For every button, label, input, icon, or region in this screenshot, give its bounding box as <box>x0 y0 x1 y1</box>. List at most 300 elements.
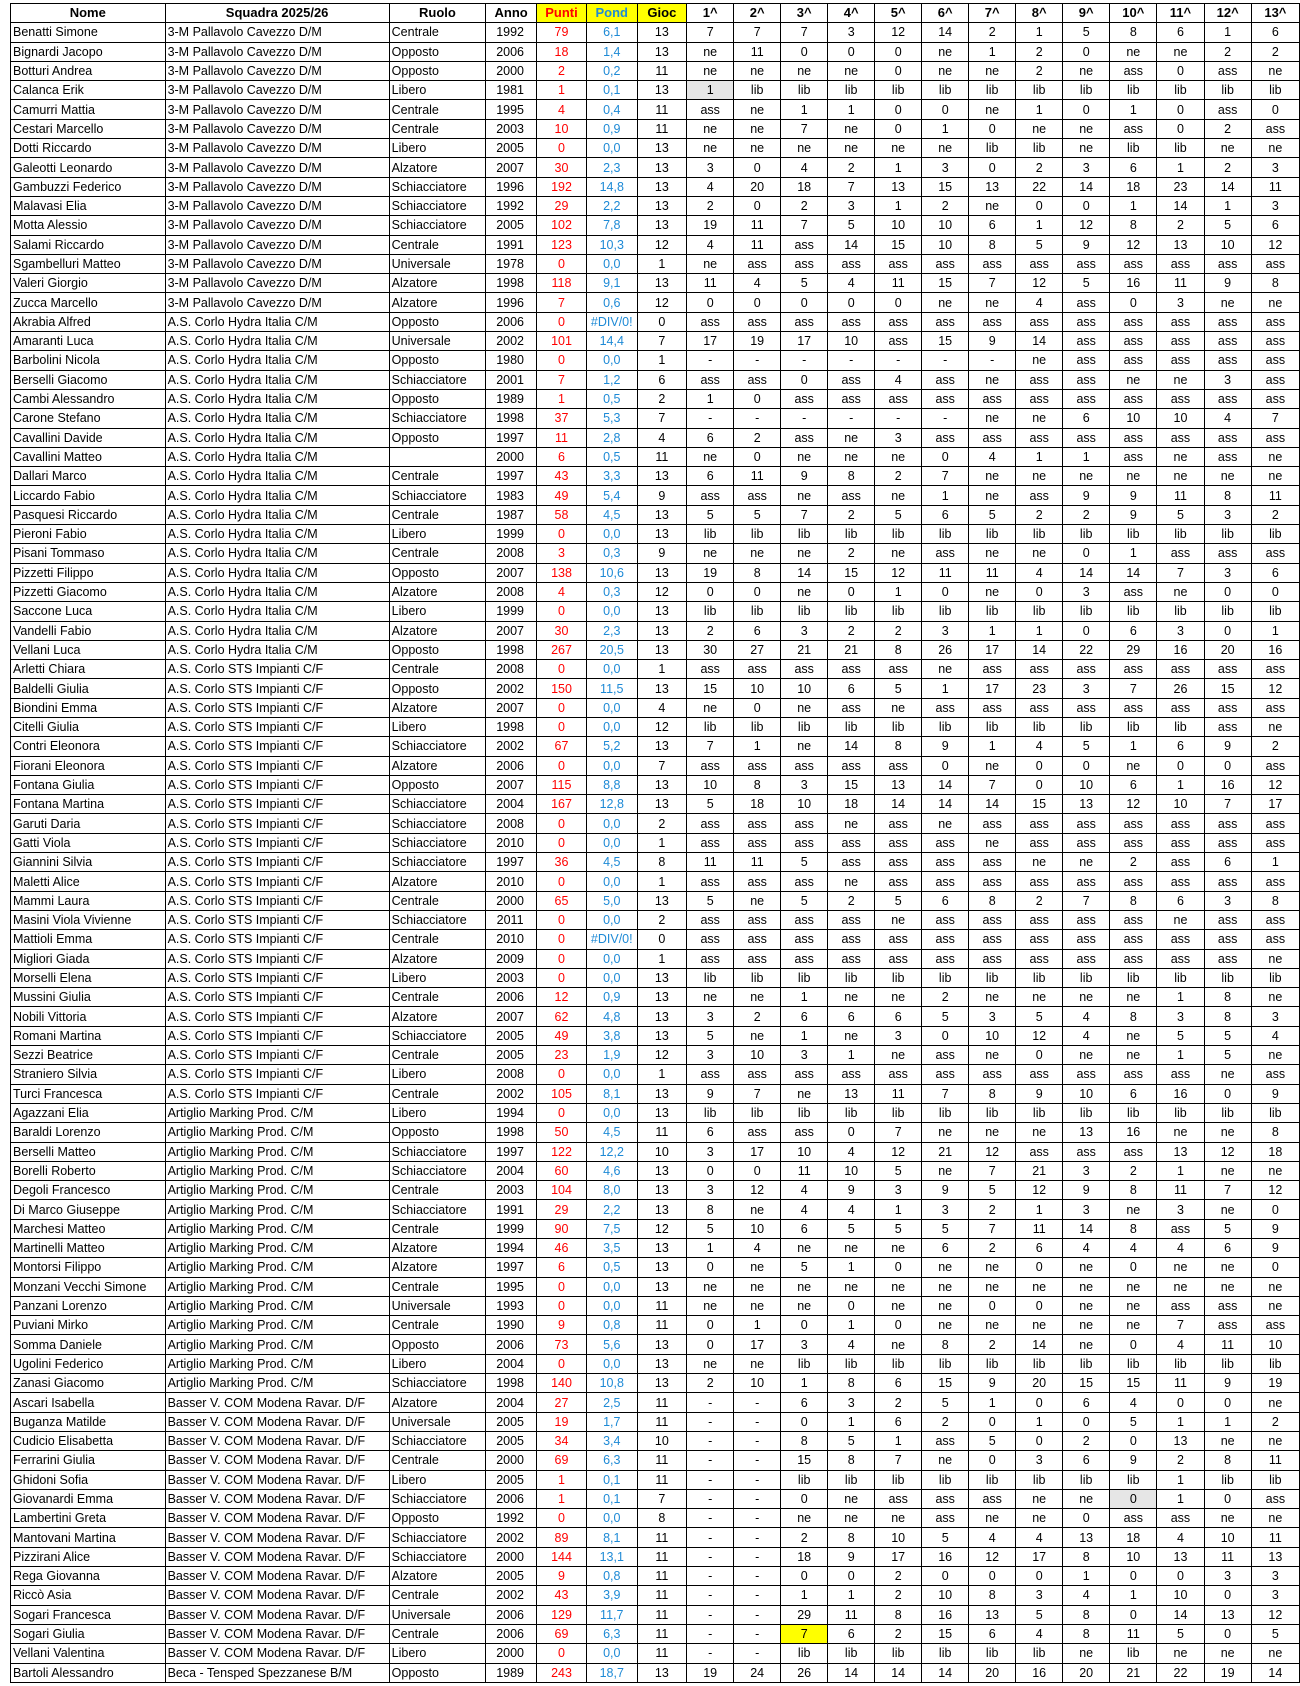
cell-round: 9 <box>922 1181 969 1200</box>
cell-round: ass <box>922 833 969 852</box>
cell-round: 2 <box>875 621 922 640</box>
cell-round: 12 <box>1251 1181 1299 1200</box>
cell-round: 20 <box>969 1663 1016 1682</box>
cell-round: 12 <box>1251 1605 1299 1624</box>
cell-round: 0 <box>969 1567 1016 1586</box>
cell-punti: 150 <box>537 679 587 698</box>
cell-squadra: 3-M Pallavolo Cavezzo D/M <box>165 61 389 80</box>
cell-round: 16 <box>1016 1663 1063 1682</box>
cell-round: ne <box>922 139 969 158</box>
cell-pond: 3,4 <box>586 1431 637 1450</box>
cell-round: ass <box>1016 949 1063 968</box>
cell-ruolo: Libero <box>389 717 486 736</box>
cell-round: 2 <box>1157 216 1204 235</box>
cell-round: 9 <box>969 332 1016 351</box>
cell-round: 1 <box>1157 1412 1204 1431</box>
cell-round: 7 <box>1204 1181 1251 1200</box>
cell-round: 5 <box>922 1393 969 1412</box>
cell-ruolo: Centrale <box>389 505 486 524</box>
cell-round: 9 <box>1251 1084 1299 1103</box>
cell-round: ass <box>828 660 875 679</box>
col-round-6-header: 6^ <box>922 4 969 23</box>
cell-punti: 123 <box>537 235 587 254</box>
cell-round: ass <box>1251 332 1299 351</box>
cell-round: 8 <box>1110 891 1157 910</box>
cell-round: 12 <box>1110 235 1157 254</box>
table-row <box>11 1277 1300 1296</box>
cell-round: 6 <box>1110 158 1157 177</box>
cell-round: lib <box>828 1470 875 1489</box>
cell-pond: 8,8 <box>586 775 637 794</box>
cell-gioc: 2 <box>637 910 687 929</box>
cell-round: lib <box>1110 525 1157 544</box>
cell-round: 13 <box>969 1605 1016 1624</box>
cell-pond: 14,4 <box>586 332 637 351</box>
cell-round: lib <box>1204 1103 1251 1122</box>
cell-gioc: 13 <box>637 1258 687 1277</box>
cell-ruolo: Alzatore <box>389 872 486 891</box>
cell-gioc: 11 <box>637 1123 687 1142</box>
cell-round: lib <box>1063 1354 1110 1373</box>
cell-gioc: 13 <box>637 1084 687 1103</box>
cell-punti: 79 <box>537 23 587 42</box>
cell-round: 0 <box>1063 196 1110 215</box>
cell-round: 7 <box>1204 795 1251 814</box>
cell-anno: 1996 <box>486 177 537 196</box>
cell-round: 13 <box>1063 795 1110 814</box>
cell-squadra: A.S. Corlo STS Impianti C/F <box>165 775 389 794</box>
cell-nome: Cambi Alessandro <box>11 389 166 408</box>
cell-round: 2 <box>969 1239 1016 1258</box>
cell-round: 5 <box>875 1161 922 1180</box>
cell-round: ass <box>1204 389 1251 408</box>
cell-anno: 2007 <box>486 775 537 794</box>
cell-round: 6 <box>781 1219 828 1238</box>
cell-round: ass <box>1110 1509 1157 1528</box>
cell-round: - <box>687 351 734 370</box>
cell-round: 3 <box>828 196 875 215</box>
cell-round: 6 <box>734 621 781 640</box>
cell-anno: 1989 <box>486 1663 537 1682</box>
cell-round: ne <box>828 872 875 891</box>
cell-round: ass <box>1063 293 1110 312</box>
cell-round: 12 <box>875 1142 922 1161</box>
cell-round: 10 <box>922 235 969 254</box>
cell-round: 3 <box>1063 679 1110 698</box>
cell-pond: 0,1 <box>586 1470 637 1489</box>
cell-round: 1 <box>969 42 1016 61</box>
cell-nome: Vellani Valentina <box>11 1644 166 1663</box>
cell-round: 3 <box>1157 621 1204 640</box>
cell-round: 4 <box>1016 293 1063 312</box>
cell-round: 9 <box>969 1374 1016 1393</box>
cell-round: 2 <box>687 621 734 640</box>
cell-round: 0 <box>875 1316 922 1335</box>
cell-round: 10 <box>781 795 828 814</box>
cell-round: ass <box>687 486 734 505</box>
cell-gioc: 1 <box>637 833 687 852</box>
cell-pond: #DIV/0! <box>586 312 637 331</box>
cell-nome: Botturi Andrea <box>11 61 166 80</box>
cell-round: 0 <box>1063 100 1110 119</box>
cell-round: lib <box>828 1644 875 1663</box>
table-row <box>11 1431 1300 1450</box>
cell-round: ass <box>875 1489 922 1508</box>
cell-round: ass <box>687 949 734 968</box>
cell-round: lib <box>1157 968 1204 987</box>
cell-round: ass <box>922 930 969 949</box>
cell-ruolo: Schiacciatore <box>389 910 486 929</box>
cell-anno: 1981 <box>486 81 537 100</box>
cell-round: ne <box>875 698 922 717</box>
cell-round: 0 <box>734 389 781 408</box>
cell-nome: Degoli Francesco <box>11 1181 166 1200</box>
cell-round: ass <box>1204 660 1251 679</box>
cell-round: 13 <box>828 1084 875 1103</box>
cell-round: 16 <box>1157 1084 1204 1103</box>
cell-gioc: 9 <box>637 486 687 505</box>
cell-punti: 104 <box>537 1181 587 1200</box>
cell-round: ne <box>1204 1431 1251 1450</box>
cell-round: 3 <box>875 1181 922 1200</box>
cell-round: 1 <box>1251 853 1299 872</box>
cell-round: 0 <box>1110 1567 1157 1586</box>
cell-anno: 1995 <box>486 100 537 119</box>
cell-round: 3 <box>1016 1586 1063 1605</box>
cell-punti: 105 <box>537 1084 587 1103</box>
cell-punti: 19 <box>537 1412 587 1431</box>
cell-anno: 1983 <box>486 486 537 505</box>
cell-anno: 2010 <box>486 872 537 891</box>
cell-ruolo: Alzatore <box>389 949 486 968</box>
table-row <box>11 196 1300 215</box>
cell-ruolo: Schiacciatore <box>389 853 486 872</box>
cell-round: ass <box>1016 1065 1063 1084</box>
cell-round: 0 <box>1204 1084 1251 1103</box>
cell-anno: 1997 <box>486 853 537 872</box>
table-row <box>11 1296 1300 1315</box>
cell-round: 11 <box>875 1084 922 1103</box>
cell-round: 4 <box>781 158 828 177</box>
cell-round: ass <box>781 235 828 254</box>
cell-squadra: 3-M Pallavolo Cavezzo D/M <box>165 158 389 177</box>
cell-ruolo: Libero <box>389 1470 486 1489</box>
cell-round: ass <box>828 698 875 717</box>
cell-round: ne <box>734 1354 781 1373</box>
cell-round: 0 <box>687 1258 734 1277</box>
cell-round: 15 <box>1110 1374 1157 1393</box>
cell-round: - <box>687 1567 734 1586</box>
cell-ruolo: Opposto <box>389 1335 486 1354</box>
table-row <box>11 428 1300 447</box>
cell-round: 3 <box>1204 563 1251 582</box>
cell-round: lib <box>1251 525 1299 544</box>
cell-round: 7 <box>734 23 781 42</box>
cell-punti: 69 <box>537 1451 587 1470</box>
cell-round: ne <box>687 1277 734 1296</box>
col-squadra-header: Squadra 2025/26 <box>165 4 389 23</box>
cell-round: 8 <box>1063 1547 1110 1566</box>
cell-round: 6 <box>1157 891 1204 910</box>
cell-round: ass <box>687 660 734 679</box>
cell-anno: 2007 <box>486 698 537 717</box>
cell-ruolo: Alzatore <box>389 1258 486 1277</box>
cell-nome: Benatti Simone <box>11 23 166 42</box>
cell-punti: 0 <box>537 930 587 949</box>
cell-round: ass <box>922 698 969 717</box>
cell-nome: Pasquesi Riccardo <box>11 505 166 524</box>
cell-round: 1 <box>922 486 969 505</box>
cell-round: ne <box>781 544 828 563</box>
cell-round: 12 <box>1251 679 1299 698</box>
cell-round: 14 <box>922 795 969 814</box>
cell-round: ne <box>1204 1200 1251 1219</box>
cell-round: 0 <box>969 158 1016 177</box>
cell-gioc: 13 <box>637 196 687 215</box>
cell-anno: 2008 <box>486 582 537 601</box>
cell-round: 6 <box>1251 23 1299 42</box>
cell-gioc: 13 <box>637 1239 687 1258</box>
cell-pond: 10,8 <box>586 1374 637 1393</box>
cell-round: lib <box>969 139 1016 158</box>
cell-round: ne <box>828 1509 875 1528</box>
cell-squadra: A.S. Corlo STS Impianti C/F <box>165 1065 389 1084</box>
cell-round: 3 <box>1251 1567 1299 1586</box>
cell-round: lib <box>1204 525 1251 544</box>
cell-round: lib <box>1063 1470 1110 1489</box>
table-row <box>11 1181 1300 1200</box>
cell-round: - <box>875 351 922 370</box>
cell-gioc: 13 <box>637 775 687 794</box>
cell-round: ass <box>1251 370 1299 389</box>
cell-round: 0 <box>1204 1393 1251 1412</box>
cell-round: ass <box>1063 351 1110 370</box>
cell-round: 0 <box>781 1489 828 1508</box>
cell-round: 21 <box>922 1142 969 1161</box>
cell-punti: 67 <box>537 737 587 756</box>
cell-anno: 2000 <box>486 1644 537 1663</box>
cell-round: ass <box>734 370 781 389</box>
cell-anno: 2002 <box>486 332 537 351</box>
cell-round: ass <box>734 872 781 891</box>
cell-gioc: 13 <box>637 891 687 910</box>
table-row <box>11 158 1300 177</box>
cell-round: 10 <box>969 1026 1016 1045</box>
cell-round: lib <box>922 1354 969 1373</box>
cell-round: 10 <box>687 775 734 794</box>
cell-round: ne <box>1157 447 1204 466</box>
cell-round: lib <box>828 525 875 544</box>
cell-round: lib <box>1016 1470 1063 1489</box>
cell-gioc: 11 <box>637 1547 687 1566</box>
cell-squadra: Artiglio Marking Prod. C/M <box>165 1200 389 1219</box>
cell-round: ass <box>1204 930 1251 949</box>
cell-round: 5 <box>687 1219 734 1238</box>
cell-round: - <box>734 409 781 428</box>
cell-round: 7 <box>969 1219 1016 1238</box>
cell-punti: 0 <box>537 756 587 775</box>
cell-pond: 3,5 <box>586 1239 637 1258</box>
cell-round: 14 <box>1063 1219 1110 1238</box>
cell-round: ass <box>875 853 922 872</box>
cell-round: 14 <box>1251 1663 1299 1682</box>
cell-round: lib <box>875 1470 922 1489</box>
cell-punti: 0 <box>537 254 587 273</box>
cell-round: 11 <box>734 216 781 235</box>
cell-nome: Sogari Giulia <box>11 1624 166 1643</box>
cell-gioc: 11 <box>637 61 687 80</box>
cell-round: 0 <box>922 1026 969 1045</box>
cell-anno: 2003 <box>486 119 537 138</box>
cell-nome: Liccardo Fabio <box>11 486 166 505</box>
cell-pond: #DIV/0! <box>586 930 637 949</box>
cell-nome: Sogari Francesca <box>11 1605 166 1624</box>
cell-round: 22 <box>1063 640 1110 659</box>
cell-squadra: A.S. Corlo Hydra Italia C/M <box>165 621 389 640</box>
cell-round: 0 <box>1157 1393 1204 1412</box>
cell-pond: 1,4 <box>586 42 637 61</box>
cell-round: 5 <box>922 1219 969 1238</box>
cell-round: ne <box>687 254 734 273</box>
cell-gioc: 11 <box>637 1644 687 1663</box>
table-row <box>11 447 1300 466</box>
cell-round: ne <box>1063 1644 1110 1663</box>
col-pond-header: Pond <box>586 4 637 23</box>
cell-round: ne <box>734 119 781 138</box>
cell-squadra: Artiglio Marking Prod. C/M <box>165 1239 389 1258</box>
cell-round: lib <box>875 1103 922 1122</box>
cell-pond: 14,8 <box>586 177 637 196</box>
cell-pond: 8,1 <box>586 1084 637 1103</box>
cell-gioc: 13 <box>637 42 687 61</box>
cell-round: ass <box>1063 1142 1110 1161</box>
cell-round: 10 <box>875 1528 922 1547</box>
cell-round: 11 <box>734 235 781 254</box>
cell-squadra: A.S. Corlo Hydra Italia C/M <box>165 544 389 563</box>
cell-round: 0 <box>922 582 969 601</box>
cell-ruolo: Centrale <box>389 467 486 486</box>
cell-round: ne <box>1251 717 1299 736</box>
cell-round: 10 <box>922 1586 969 1605</box>
cell-pond: 11,7 <box>586 1605 637 1624</box>
cell-anno: 1998 <box>486 1123 537 1142</box>
cell-anno: 1997 <box>486 1142 537 1161</box>
cell-punti: 90 <box>537 1219 587 1238</box>
cell-ruolo: Centrale <box>389 23 486 42</box>
cell-squadra: Artiglio Marking Prod. C/M <box>165 1335 389 1354</box>
cell-round: 10 <box>734 1219 781 1238</box>
cell-round: - <box>922 351 969 370</box>
cell-punti: 6 <box>537 1258 587 1277</box>
cell-round: lib <box>1251 968 1299 987</box>
cell-pond: 4,5 <box>586 505 637 524</box>
cell-round: 0 <box>1204 621 1251 640</box>
cell-round: 29 <box>1110 640 1157 659</box>
cell-nome: Turci Francesca <box>11 1084 166 1103</box>
cell-round: 0 <box>1157 61 1204 80</box>
cell-round: 6 <box>687 467 734 486</box>
cell-round: ne <box>1063 1277 1110 1296</box>
cell-round: ne <box>781 1509 828 1528</box>
table-row <box>11 1123 1300 1142</box>
cell-round: ne <box>828 428 875 447</box>
table-row <box>11 891 1300 910</box>
cell-nome: Salami Riccardo <box>11 235 166 254</box>
cell-round: ass <box>875 814 922 833</box>
cell-round: ass <box>1204 910 1251 929</box>
cell-round: ne <box>1016 1123 1063 1142</box>
cell-gioc: 13 <box>637 158 687 177</box>
col-round-11-header: 11^ <box>1157 4 1204 23</box>
table-row <box>11 910 1300 929</box>
cell-round: 4 <box>969 1528 1016 1547</box>
cell-round: ne <box>1110 988 1157 1007</box>
cell-round: 4 <box>734 1239 781 1258</box>
cell-squadra: A.S. Corlo Hydra Italia C/M <box>165 486 389 505</box>
cell-pond: 0,0 <box>586 910 637 929</box>
cell-gioc: 11 <box>637 1528 687 1547</box>
cell-punti: 29 <box>537 196 587 215</box>
cell-round: 6 <box>1063 1393 1110 1412</box>
cell-round: - <box>734 1393 781 1412</box>
cell-round: lib <box>687 717 734 736</box>
cell-squadra: Artiglio Marking Prod. C/M <box>165 1296 389 1315</box>
cell-round: 0 <box>828 42 875 61</box>
cell-ruolo: Schiacciatore <box>389 370 486 389</box>
cell-gioc: 13 <box>637 795 687 814</box>
cell-round: 0 <box>1251 582 1299 601</box>
cell-round: ass <box>875 1065 922 1084</box>
cell-round: ass <box>922 1065 969 1084</box>
cell-gioc: 11 <box>637 1586 687 1605</box>
cell-round: 1 <box>1110 196 1157 215</box>
cell-nome: Dallari Marco <box>11 467 166 486</box>
cell-round: ne <box>1063 988 1110 1007</box>
cell-nome: Monzani Vecchi Simone <box>11 1277 166 1296</box>
cell-round: ass <box>1016 428 1063 447</box>
cell-round: 7 <box>969 1161 1016 1180</box>
cell-round: 7 <box>1157 563 1204 582</box>
cell-round: ass <box>1016 312 1063 331</box>
cell-punti: 2 <box>537 61 587 80</box>
cell-round: - <box>687 1431 734 1450</box>
table-row <box>11 216 1300 235</box>
cell-round: 12 <box>1063 216 1110 235</box>
cell-nome: Berselli Matteo <box>11 1142 166 1161</box>
cell-round: ne <box>922 42 969 61</box>
cell-punti: 7 <box>537 370 587 389</box>
cell-round: 9 <box>1204 737 1251 756</box>
cell-round: lib <box>1063 81 1110 100</box>
cell-round: 11 <box>828 1605 875 1624</box>
cell-round: 23 <box>1016 679 1063 698</box>
cell-round: 7 <box>922 1084 969 1103</box>
cell-gioc: 13 <box>637 968 687 987</box>
cell-round: 3 <box>969 1007 1016 1026</box>
cell-round: 15 <box>922 1624 969 1643</box>
cell-round: ne <box>734 1200 781 1219</box>
cell-round: 6 <box>922 891 969 910</box>
cell-anno: 2007 <box>486 158 537 177</box>
cell-anno: 1993 <box>486 1296 537 1315</box>
cell-ruolo: Schiacciatore <box>389 1161 486 1180</box>
cell-round: 0 <box>734 1161 781 1180</box>
cell-nome: Migliori Giada <box>11 949 166 968</box>
cell-gioc: 13 <box>637 139 687 158</box>
cell-ruolo: Schiacciatore <box>389 177 486 196</box>
cell-round: 11 <box>969 563 1016 582</box>
cell-anno: 2006 <box>486 1335 537 1354</box>
